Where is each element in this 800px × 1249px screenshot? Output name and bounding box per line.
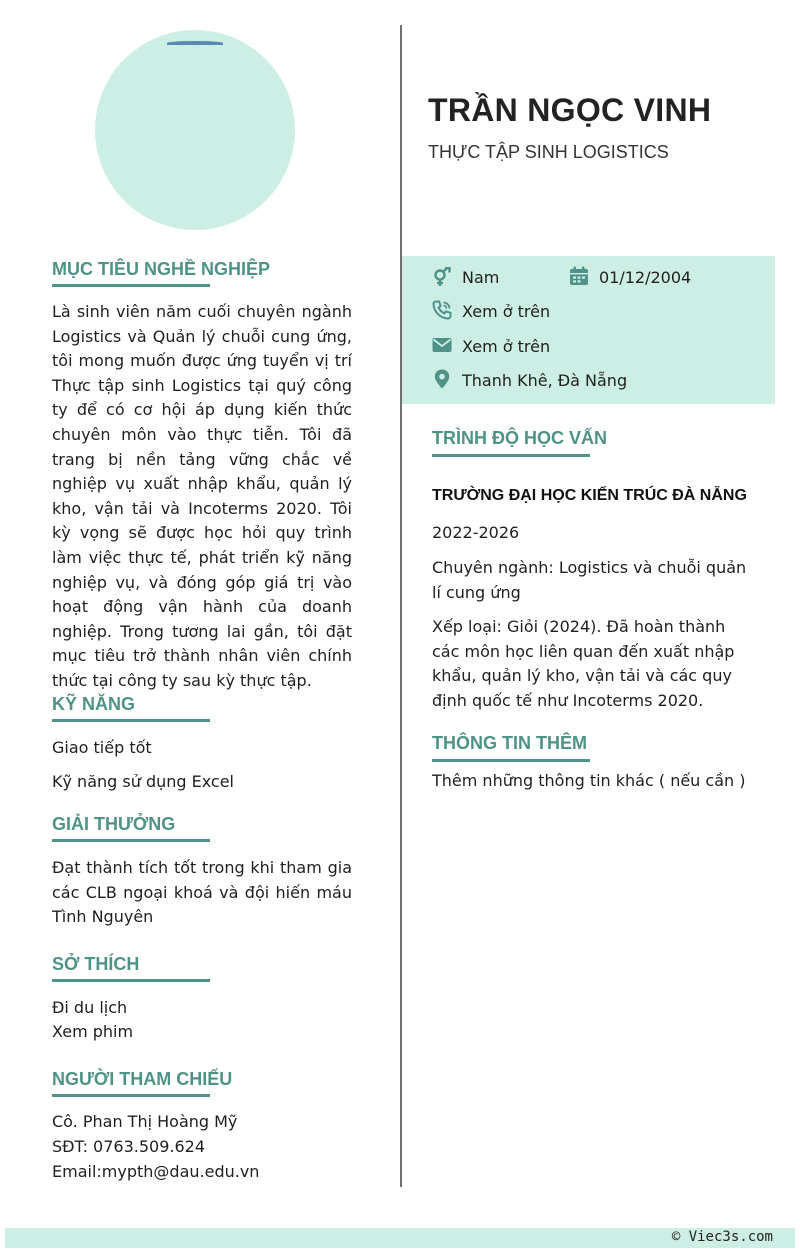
additional-section bbox=[432, 732, 762, 762]
reference-line: Cô. Phan Thị Hoàng Mỹ bbox=[52, 1112, 238, 1131]
awards-underline bbox=[52, 839, 210, 842]
candidate-position: THỰC TẬP SINH LOGISTICS bbox=[428, 142, 669, 162]
objective-section bbox=[52, 258, 352, 287]
avatar-photo-edge bbox=[167, 41, 223, 45]
phone-icon bbox=[432, 300, 452, 320]
hobby-item: Đi du lịch bbox=[52, 998, 128, 1017]
education-title: TRÌNH ĐỘ HỌC VẤN bbox=[432, 428, 607, 448]
skill-item: Kỹ năng sử dụng Excel bbox=[52, 772, 234, 791]
hobbies-title: SỞ THÍCH bbox=[52, 954, 140, 974]
education-years: 2022-2026 bbox=[432, 523, 520, 542]
additional-text: Thêm những thông tin khác ( nếu cần ) bbox=[432, 771, 746, 790]
avatar bbox=[95, 30, 295, 230]
hobby-item: Xem phim bbox=[52, 1022, 134, 1041]
gender-icon bbox=[432, 267, 452, 287]
calendar-icon bbox=[569, 266, 589, 286]
map-pin-icon bbox=[432, 369, 452, 389]
awards-section bbox=[52, 813, 352, 842]
hobbies-section bbox=[52, 953, 352, 982]
envelope-icon bbox=[432, 335, 452, 355]
column-divider bbox=[400, 25, 402, 1187]
skills-title: KỸ NĂNG bbox=[52, 694, 136, 714]
skill-item: Giao tiếp tốt bbox=[52, 738, 152, 757]
footer-credit: © Viec3s.com bbox=[671, 1229, 773, 1245]
contact-phone: Xem ở trên bbox=[462, 302, 551, 321]
education-grade: Xếp loại: Giỏi (2024). Đã hoàn thành các môn học liên quan đến xuất nhập khẩu, quản lý kho, vận tải và các quy định quốc tế như Incoterms 2020. bbox=[432, 617, 735, 710]
skills-underline bbox=[52, 719, 210, 722]
footer-bar bbox=[5, 1228, 795, 1248]
additional-underline bbox=[432, 759, 590, 762]
references-underline bbox=[52, 1094, 210, 1097]
awards-text: Đạt thành tích tốt trong khi tham gia các CLB ngoại khoá và đội hiến máu Tình Nguyên bbox=[52, 858, 352, 927]
reference-line: Email:mypth@dau.edu.vn bbox=[52, 1162, 260, 1181]
reference-line: SĐT: 0763.509.624 bbox=[52, 1137, 206, 1156]
contact-gender: Nam bbox=[462, 268, 500, 287]
objective-text: Là sinh viên năm cuối chuyên ngành Logistics và Quản lý chuỗi cung ứng, tôi mong muốn được ứng tuyển vị trí Thực tập sinh Logistics tại quý công ty để có cơ hội áp dụng kiến thức chuyên môn vào thực tiễn. Tôi đã trang bị nền tảng vững chắc về nghiệp vụ xuất nhập khẩu, quản lý kho, vận tải và Incoterms 2020. Tôi kỳ vọng sẽ được học hỏi quy trình làm việc thực tế, phát triển kỹ năng nghiệp vụ, và đóng góp giá trị vào hoạt động vận hành của doanh nghiệp. Trong tương lai gần, tôi đặt mục tiêu trở thành nhân viên chính thức tại công ty sau kỳ thực tập. bbox=[52, 302, 352, 690]
skills-section bbox=[52, 693, 352, 722]
contact-panel bbox=[402, 256, 775, 404]
references-title: NGƯỜI THAM CHIẾU bbox=[52, 1069, 233, 1089]
candidate-name: TRẦN NGỌC VINH bbox=[428, 92, 712, 128]
references-section bbox=[52, 1068, 352, 1097]
education-school: TRƯỜNG ĐẠI HỌC KIẾN TRÚC ĐÀ NẴNG bbox=[432, 487, 747, 504]
contact-birthday: 01/12/2004 bbox=[599, 268, 692, 287]
education-underline bbox=[432, 454, 590, 457]
education-section bbox=[432, 427, 762, 457]
hobbies-underline bbox=[52, 979, 210, 982]
objective-title: MỤC TIÊU NGHỀ NGHIỆP bbox=[52, 259, 271, 279]
contact-email: Xem ở trên bbox=[462, 337, 551, 356]
awards-title: GIẢI THƯỞNG bbox=[52, 814, 176, 834]
education-major: Chuyên ngành: Logistics và chuỗi quản lí cung ứng bbox=[432, 558, 747, 602]
additional-title: THÔNG TIN THÊM bbox=[432, 733, 587, 753]
contact-address: Thanh Khê, Đà Nẵng bbox=[462, 371, 628, 390]
objective-underline bbox=[52, 284, 210, 287]
